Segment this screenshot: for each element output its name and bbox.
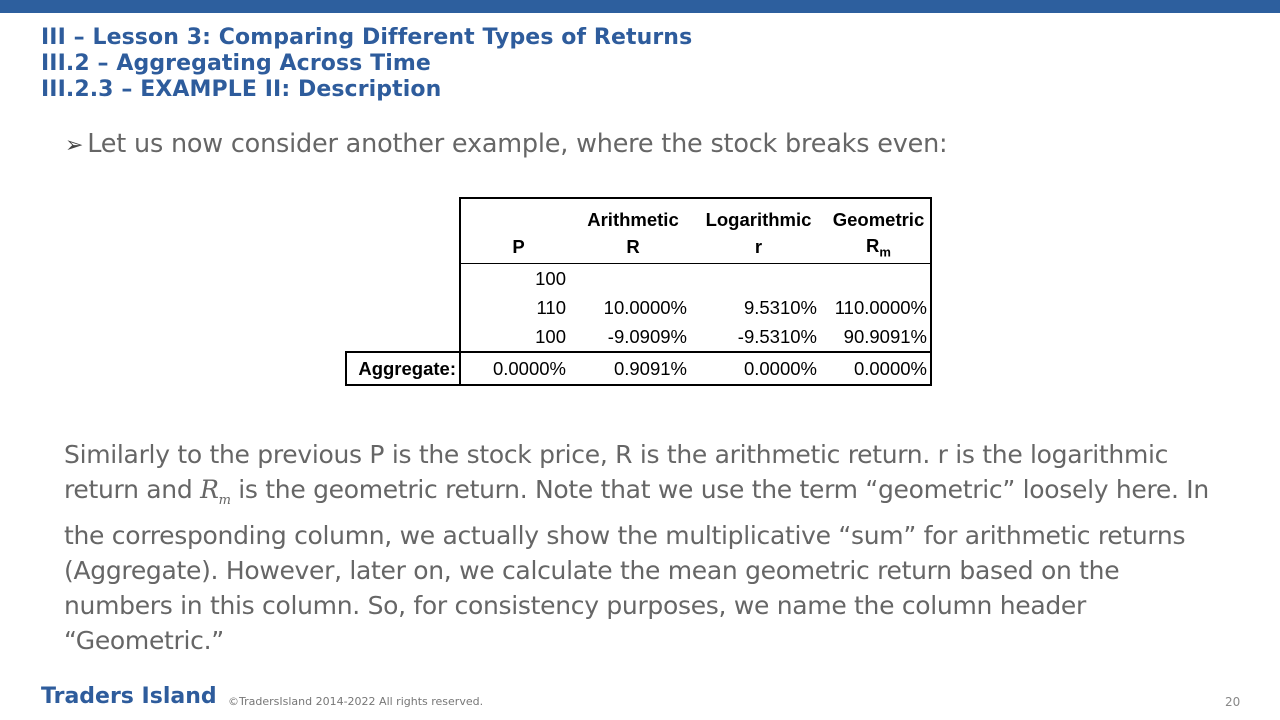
header-r-log: r	[690, 231, 820, 264]
cell-price: 110	[460, 293, 569, 322]
aggregate-label: Aggregate:	[346, 352, 460, 385]
subsection-title: III.2.3 – EXAMPLE II: Description	[41, 77, 442, 102]
bullet-arrow-icon: ➢	[65, 133, 84, 158]
cell-arithmetic	[569, 264, 690, 294]
copyright-notice: ©TradersIsland 2014-2022 All rights reserved.	[228, 695, 484, 708]
bullet-point	[65, 129, 947, 159]
header-p: P	[460, 231, 569, 264]
cell-price: 100	[460, 322, 569, 352]
cell-geometric	[820, 264, 931, 294]
table-row	[346, 264, 931, 294]
brand-logo: Traders Island	[41, 684, 217, 709]
top-accent-bar	[0, 0, 1280, 13]
cell-arithmetic: 10.0000%	[603, 296, 687, 318]
header-logarithmic: Logarithmic	[690, 198, 820, 231]
lesson-title: III – Lesson 3: Comparing Different Types of Returns	[41, 25, 693, 50]
aggregate-geometric: 0.0000%	[820, 352, 931, 385]
header-rm: $R_m$	[820, 231, 931, 264]
bullet-text: Let us now consider another example, where the stock breaks even:	[87, 129, 948, 159]
slide-title-block	[41, 25, 692, 103]
cell-logarithmic: -9.5310%	[737, 325, 817, 347]
returns-table	[345, 197, 932, 386]
header-p-top	[460, 198, 569, 231]
table-row	[346, 293, 931, 322]
header-geometric: Geometric	[820, 198, 931, 231]
page-number: 20	[1225, 695, 1241, 709]
aggregate-row	[346, 352, 931, 385]
aggregate-logarithmic: 0.0000%	[690, 352, 820, 385]
cell-price: 100	[460, 264, 569, 294]
aggregate-price: 0.0000%	[460, 352, 569, 385]
header-arithmetic: Arithmetic	[569, 198, 690, 231]
cell-geometric: 110.0000%	[820, 293, 931, 322]
math-rm: $R_m$	[200, 475, 231, 508]
aggregate-arithmetic: 0.9091%	[569, 352, 690, 385]
description-paragraph: Similarly to the previous P is the stock price, R is the arithmetic return. r is the logarithmic return and $R_m$ is the geometric return. Note that we use the term “geometric” loosely here. In the corresponding column, we actually show the multiplicative “sum” for arithmetic returns (Aggregate). However, later on, we calculate the mean geometric return based on the numbers in this column. So, for consistency purposes, we name the column header “Geometric.”	[64, 440, 1209, 655]
table-header-row-top	[346, 198, 931, 231]
cell-logarithmic	[690, 264, 820, 294]
table-row	[346, 322, 931, 352]
header-r-arith: R	[569, 231, 690, 264]
cell-logarithmic: 9.5310%	[743, 296, 817, 318]
section-title: III.2 – Aggregating Across Time	[41, 51, 431, 76]
cell-geometric: 90.9091%	[820, 322, 931, 352]
table-header-row-bottom	[346, 231, 931, 264]
cell-arithmetic: -9.0909%	[607, 325, 687, 347]
